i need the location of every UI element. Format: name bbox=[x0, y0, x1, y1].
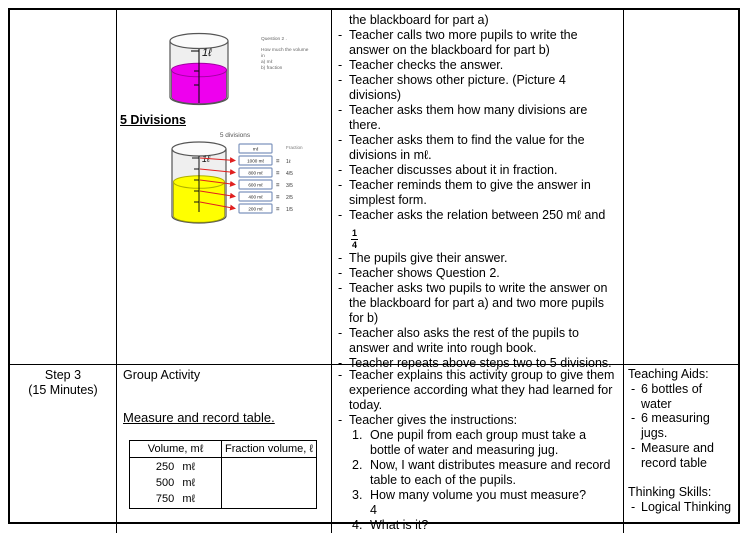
list-item bbox=[338, 28, 619, 58]
fraction-value: 1ℓ bbox=[286, 159, 291, 165]
list-item bbox=[338, 208, 619, 251]
caption-line: How much the volume bbox=[261, 48, 309, 53]
thinking-skill-item bbox=[628, 500, 732, 515]
list-item-text: Teacher reminds them to give the answer in simplest form. bbox=[349, 178, 591, 207]
item-number: 1. bbox=[352, 428, 363, 442]
bullet-marker: - bbox=[338, 73, 343, 87]
numbered-item-text: Now, I want distributes measure and record table to each of the pupils. bbox=[370, 458, 611, 487]
volume-values bbox=[130, 458, 222, 508]
fraction-value: 1/5 bbox=[286, 207, 293, 213]
table-body bbox=[130, 458, 316, 508]
ml-value: 800 mℓ bbox=[248, 170, 263, 176]
list-item-text: Teacher shows Question 2. bbox=[349, 266, 500, 280]
dash-marker: - bbox=[631, 440, 636, 455]
teaching-aids-cell bbox=[624, 365, 738, 533]
bullet-marker: - bbox=[338, 58, 343, 72]
activity-instructions-cell bbox=[332, 365, 624, 533]
teaching-aids-title: Teaching Aids: bbox=[628, 367, 709, 381]
bullet-marker: - bbox=[338, 103, 343, 117]
five-divisions-heading: 5 Divisions bbox=[120, 113, 186, 127]
dash-marker: - bbox=[631, 381, 636, 396]
ml-value: 1000 mℓ bbox=[247, 158, 264, 164]
table-cell: 250 mℓ bbox=[155, 461, 196, 473]
fraction-value: 2/5 bbox=[286, 195, 293, 201]
list-item bbox=[338, 73, 619, 103]
empty-cell-top-left bbox=[10, 10, 117, 365]
fraction-value: 3/5 bbox=[286, 183, 293, 189]
step-number: Step 3 bbox=[44, 368, 82, 382]
list-item-text: Teacher repeats above steps two to 5 divisions. bbox=[349, 356, 612, 370]
ml-value: 600 mℓ bbox=[248, 182, 263, 188]
bullet-marker bbox=[338, 13, 349, 28]
dash-marker: - bbox=[631, 500, 636, 515]
bullet-marker: - bbox=[338, 281, 343, 295]
list-item-text: Teacher gives the instructions: bbox=[349, 413, 518, 427]
equals-signs bbox=[276, 159, 280, 213]
bullet-marker: - bbox=[338, 133, 343, 147]
fraction-value: 4/5 bbox=[286, 171, 293, 177]
caption-line: Question 2 . bbox=[261, 37, 287, 42]
bullet-marker: - bbox=[338, 163, 343, 177]
numbered-item bbox=[338, 518, 619, 533]
fraction-column-header: Fraction volume, ℓ bbox=[225, 443, 313, 455]
list-item-text: Teacher asks two pupils to write the answer on the blackboard for part a) and two more pupils for b) bbox=[349, 281, 608, 325]
list-item bbox=[338, 178, 619, 208]
bullet-marker: - bbox=[338, 413, 343, 427]
table-cell: 500 mℓ bbox=[155, 477, 196, 489]
ml-header: mℓ bbox=[252, 146, 259, 152]
equals: = bbox=[276, 159, 280, 165]
table-cell: 750 mℓ bbox=[155, 493, 196, 505]
dash-marker: - bbox=[631, 411, 636, 426]
list-item bbox=[338, 368, 619, 413]
list-item-text: Teacher asks them to find the value for the divisions in mℓ. bbox=[349, 133, 585, 162]
five-divisions-picture bbox=[169, 129, 309, 235]
measure-record-table-heading: Measure and record table. bbox=[123, 410, 275, 425]
list-item-text: Teacher asks the relation between 250 mℓ and bbox=[349, 208, 606, 222]
caption-line: in bbox=[261, 54, 265, 59]
caption-line: a) mℓ bbox=[261, 60, 273, 65]
item-number: 3. bbox=[352, 488, 363, 502]
bullet-marker: - bbox=[338, 356, 343, 370]
list-item bbox=[338, 58, 619, 73]
ml-value: 400 mℓ bbox=[248, 194, 263, 200]
bullet-marker: - bbox=[338, 28, 343, 42]
teaching-aid-text: Measure and record table bbox=[641, 440, 714, 470]
numbered-item bbox=[338, 428, 619, 458]
list-item-text: The pupils give their answer. bbox=[349, 251, 508, 265]
numbered-item-text: What is it? bbox=[370, 518, 429, 532]
thinking-skill-text: Logical Thinking bbox=[641, 500, 732, 515]
one-litre-label: 1ℓ bbox=[202, 47, 212, 59]
list-item bbox=[338, 326, 619, 356]
numbered-item bbox=[338, 458, 619, 488]
step-label-cell bbox=[10, 365, 117, 533]
lesson-plan-table bbox=[8, 8, 740, 532]
list-item bbox=[338, 103, 619, 133]
bullet-marker: - bbox=[338, 266, 343, 280]
numbered-item-text: One pupil from each group must take a bottle of water and measuring jug. bbox=[370, 428, 587, 457]
bullet-marker: - bbox=[338, 251, 343, 265]
step-duration: (15 Minutes) bbox=[28, 383, 98, 397]
list-item-text: Teacher discusses about it in fraction. bbox=[349, 163, 558, 177]
fraction-values bbox=[286, 159, 293, 213]
group-activity-title: Group Activity bbox=[123, 368, 201, 382]
list-item bbox=[338, 266, 619, 281]
list-item-text: Teacher explains this activity group to give them experience according what they had learned for today. bbox=[349, 368, 615, 412]
question2-caption bbox=[261, 36, 309, 71]
bullet-marker: - bbox=[338, 368, 343, 382]
equals: = bbox=[276, 195, 280, 201]
bullet-marker: - bbox=[338, 178, 343, 192]
item-number: 2. bbox=[352, 458, 363, 472]
list-item-text: Teacher also asks the rest of the pupils to answer and write into rough book. bbox=[349, 326, 579, 355]
fraction-header: Fraction bbox=[286, 145, 303, 150]
fraction-values-empty bbox=[222, 458, 316, 508]
table-header-row bbox=[130, 441, 316, 458]
pictures-cell bbox=[117, 10, 332, 365]
answer-text: 4 bbox=[370, 503, 377, 517]
equals: = bbox=[276, 183, 280, 189]
list-item bbox=[338, 133, 619, 163]
spacer bbox=[628, 471, 732, 486]
list-item bbox=[338, 251, 619, 266]
teacher-steps-cell bbox=[332, 10, 624, 370]
list-item-text: Teacher calls two more pupils to write the answer on the blackboard for part b) bbox=[349, 28, 578, 57]
fraction-one-quarter bbox=[351, 229, 358, 250]
fraction-denominator: 4 bbox=[352, 240, 358, 250]
bullet-marker: - bbox=[338, 326, 343, 340]
teaching-aid-text: 6 bottles of water bbox=[641, 381, 703, 411]
measure-record-table bbox=[129, 440, 317, 509]
question2-beaker-image bbox=[165, 28, 317, 114]
teaching-aid-text: 6 measuring jugs. bbox=[641, 411, 710, 441]
list-item-text: Teacher shows other picture. (Picture 4 divisions) bbox=[349, 73, 566, 102]
list-item bbox=[338, 13, 619, 28]
list-item bbox=[338, 281, 619, 326]
one-litre-label: 1ℓ bbox=[202, 154, 210, 164]
volume-column-header: Volume, mℓ bbox=[130, 441, 222, 457]
bullet-marker: - bbox=[338, 208, 343, 222]
teaching-aid-item bbox=[628, 382, 732, 412]
numbered-item bbox=[338, 488, 619, 518]
item-number: 4. bbox=[352, 518, 363, 532]
ml-value-boxes bbox=[239, 144, 272, 213]
empty-cell-top-right bbox=[624, 10, 738, 365]
group-activity-cell bbox=[117, 365, 332, 533]
list-item-text: the blackboard for part a) bbox=[349, 13, 489, 27]
ml-value: 200 mℓ bbox=[248, 206, 263, 212]
list-item bbox=[338, 163, 619, 178]
equals: = bbox=[276, 171, 280, 177]
numbered-item-text: How many volume you must measure? bbox=[370, 488, 587, 502]
equals: = bbox=[276, 207, 280, 213]
list-item bbox=[338, 413, 619, 428]
thinking-skills-title: Thinking Skills: bbox=[628, 485, 712, 500]
picture-title: 5 divisions bbox=[219, 132, 251, 139]
teaching-aid-item bbox=[628, 411, 732, 441]
caption-line: b) fraction bbox=[261, 66, 283, 71]
fraction-numerator: 1 bbox=[352, 228, 358, 238]
list-item-text: Teacher asks them how many divisions are there. bbox=[349, 103, 588, 132]
teaching-aid-item bbox=[628, 441, 732, 471]
list-item-text: Teacher checks the answer. bbox=[349, 58, 504, 72]
